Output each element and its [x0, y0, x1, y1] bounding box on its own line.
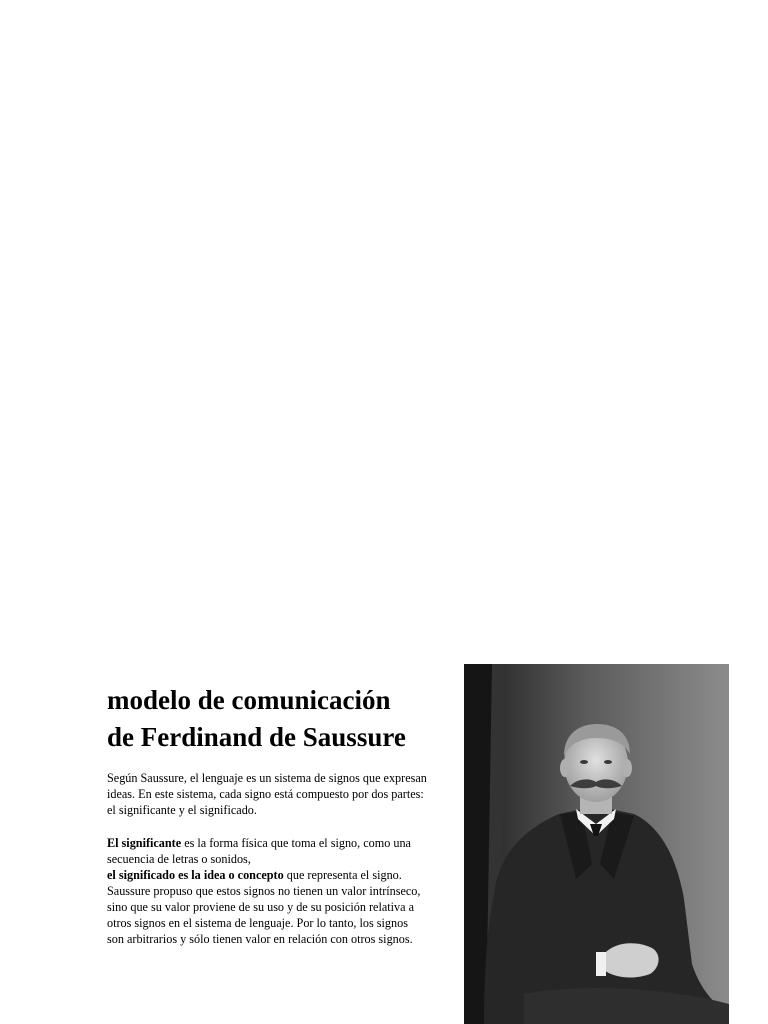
page-title: [107, 682, 457, 756]
significado-line: [107, 867, 459, 883]
intro-line-2: ideas. En este sistema, cada signo está compuesto por dos partes:: [107, 787, 424, 801]
eye-right: [604, 760, 612, 764]
intro-line-1: Según Saussure, el lenguaje es un sistema de signos que expresan: [107, 771, 427, 785]
explanation-line-3: otros signos en el sistema de lenguaje. Por lo tanto, los signos: [107, 916, 408, 930]
shirt-cuff: [596, 952, 606, 976]
significado-term: el significado es la idea o concepto: [107, 868, 284, 882]
paragraph-intro: [107, 770, 459, 818]
hands: [604, 943, 659, 977]
portrait-photo-icon: [464, 664, 729, 1024]
title-line-1: modelo de comunicación: [107, 685, 391, 715]
body-text: [107, 770, 459, 947]
significante-definition: es la forma física que toma el signo, como una: [181, 836, 411, 850]
explanation-line-4: son arbitrarios y sólo tienen valor en relación con otros signos.: [107, 932, 413, 946]
paragraph-definitions: [107, 835, 459, 947]
ear-left: [560, 759, 570, 777]
explanation-line-2: sino que su valor proviene de su uso y de su posición relativa a: [107, 900, 414, 914]
explanation-line-1: Saussure propuso que estos signos no tienen un valor intrínseco,: [107, 884, 421, 898]
significante-line-2: secuencia de letras o sonidos,: [107, 852, 251, 866]
ear-right: [622, 759, 632, 777]
significado-definition: que representa el signo.: [283, 868, 402, 882]
eye-left: [580, 760, 588, 764]
title-line-2: de Ferdinand de Saussure: [107, 722, 406, 752]
intro-line-3: el significante y el significado.: [107, 803, 257, 817]
significante-term: El significante: [107, 836, 182, 850]
significante-line: [107, 835, 459, 851]
